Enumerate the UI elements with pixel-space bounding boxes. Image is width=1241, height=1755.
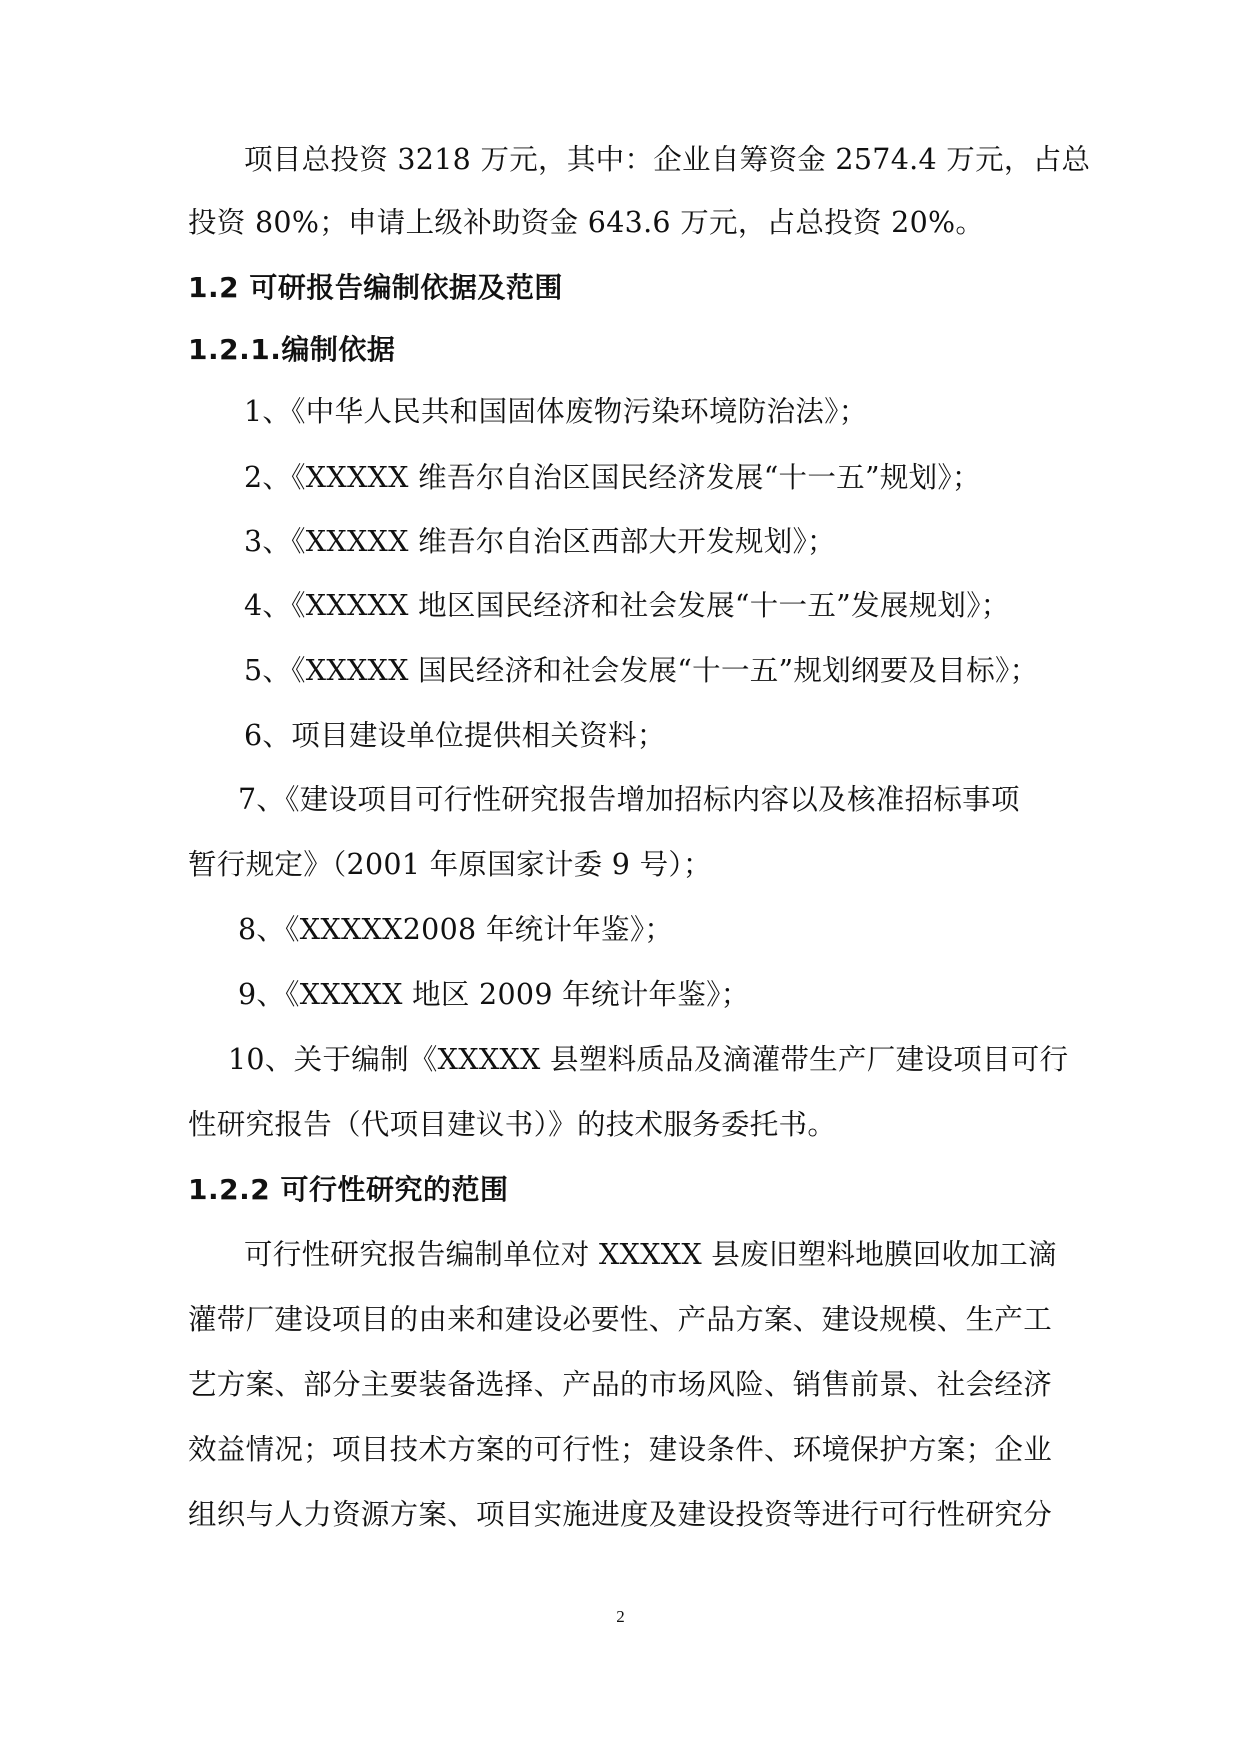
- paragraph-line: 灌带厂建设项目的由来和建设必要性、产品方案、建设规模、生产工: [188, 1303, 1053, 1336]
- list-item-continuation: 暂行规定》（2001 年原国家计委 9 号）；: [188, 848, 712, 881]
- list-item: 3、《XXXXX 维吾尔自治区西部大开发规划》；: [244, 525, 836, 558]
- list-item: 10、关于编制《XXXXX 县塑料质品及滴灌带生产厂建设项目可行: [228, 1043, 1069, 1076]
- list-item: 5、《XXXXX 国民经济和社会发展“十一五”规划纲要及目标》；: [244, 654, 1039, 687]
- list-item: 6、项目建设单位提供相关资料；: [244, 719, 666, 752]
- section-heading: 1.2 可研报告编制依据及范围: [188, 271, 563, 304]
- list-item: 9、《XXXXX 地区 2009 年统计年鉴》；: [238, 978, 750, 1011]
- paragraph-line: 效益情况；项目技术方案的可行性；建设条件、环境保护方案；企业: [188, 1433, 1053, 1466]
- paragraph-line: 投资 80%；申请上级补助资金 643.6 万元，占总投资 20%。: [188, 206, 985, 239]
- list-item: 4、《XXXXX 地区国民经济和社会发展“十一五”发展规划》；: [244, 589, 1010, 622]
- list-item: 1、《中华人民共和国固体废物污染环境防治法》；: [244, 395, 868, 428]
- paragraph-line: 可行性研究报告编制单位对 XXXXX 县废旧塑料地膜回收加工滴: [244, 1238, 1057, 1271]
- paragraph-line: 艺方案、部分主要装备选择、产品的市场风险、销售前景、社会经济: [188, 1368, 1053, 1401]
- list-item-continuation: 性研究报告（代项目建议书）》的技术服务委托书。: [188, 1108, 837, 1141]
- list-item: 7、《建设项目可行性研究报告增加招标内容以及核准招标事项: [238, 783, 1020, 816]
- list-item: 2、《XXXXX 维吾尔自治区国民经济发展“十一五”规划》；: [244, 461, 981, 494]
- subsection-heading: 1.2.2 可行性研究的范围: [188, 1173, 509, 1206]
- paragraph-line: 项目总投资 3218 万元，其中：企业自筹资金 2574.4 万元，占总: [244, 143, 1091, 176]
- paragraph-line: 组织与人力资源方案、项目实施进度及建设投资等进行可行性研究分: [188, 1498, 1053, 1531]
- list-item: 8、《XXXXX2008 年统计年鉴》；: [238, 913, 674, 946]
- page-number: 2: [616, 1607, 625, 1626]
- subsection-heading: 1.2.1.编制依据: [188, 333, 396, 366]
